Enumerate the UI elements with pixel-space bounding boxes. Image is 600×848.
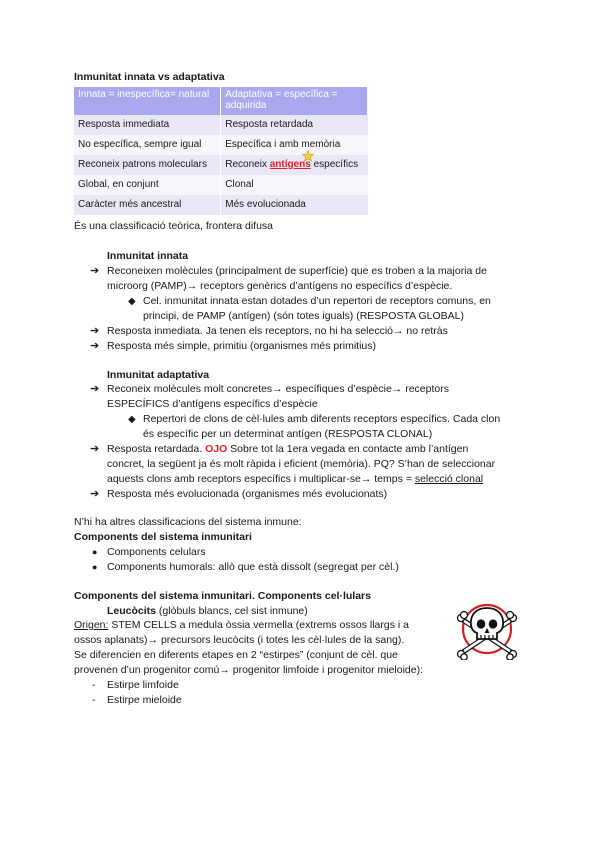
components-title: Components del sistema inmunitari	[74, 531, 252, 543]
other-classifications-intro: N’hi ha altres classificacions del sistema inmune:	[74, 516, 302, 528]
table-row	[74, 155, 368, 175]
adaptativa-item-3: Resposta més evolucionada (organismes més evolucionats)	[107, 488, 388, 500]
table-cell-antigens	[221, 155, 368, 175]
adaptativa-title: Inmunitat adaptativa	[107, 369, 210, 381]
seleccio-clonal-text: selecció clonal	[414, 473, 484, 485]
dash-bullet-icon: -	[92, 694, 96, 706]
antigens-highlight: antígens	[269, 159, 311, 170]
adaptativa-item-2-line3	[107, 472, 483, 487]
components-item-2: Components humorals: allò que està dissolt (segregat per cèl.)	[107, 561, 399, 573]
arrow-bullet-icon: ➔	[90, 443, 100, 455]
table-row	[74, 175, 368, 195]
innata-sub-line1: Cel. inmunitat innata estan dotades d’un repertori de receptors comuns, en	[143, 295, 491, 307]
innata-item-1-line2: microorg (PAMP)→ receptors genèrics d’antígens no específics d’espècie.	[107, 280, 453, 292]
table-row	[74, 135, 368, 155]
estirpe-item-2: Estirpe mieloide	[107, 694, 182, 706]
table-cell: No específica, sempre igual	[74, 135, 221, 155]
star-icon	[302, 150, 314, 162]
section-title-innata-vs-adaptativa: Inmunitat innata vs adaptativa	[74, 71, 225, 83]
adaptativa-sub-line2: és específic per un determinat antígen (RESPOSTA CLONAL)	[143, 428, 433, 440]
arrow-bullet-icon: ➔	[90, 325, 100, 337]
adaptativa-item-1-line2: ESPECÍFICS d’antígens específics d’espècie	[107, 398, 318, 410]
innata-item-3: Resposta més simple, primitiu (organismes més primitius)	[107, 340, 376, 352]
specifics-text: específics	[310, 159, 359, 170]
origen-line1	[74, 618, 409, 633]
table-cell: Resposta immediata	[74, 115, 221, 135]
adaptativa-sub-line1: Repertori de clons de cèl·lules amb diferents receptors específics. Cada clon	[143, 413, 501, 425]
adaptativa-item-2-line2: concret, la següent ja és molt ràpida i eficient (memòria). PQ? S’han de seleccionar	[107, 458, 496, 470]
retardada-text: Resposta retardada.	[107, 443, 206, 455]
arrow-bullet-icon: ➔	[90, 265, 100, 277]
table-cell: Reconeix patrons moleculars	[74, 155, 221, 175]
arrow-bullet-icon: ➔	[90, 383, 100, 395]
leucocits-label: Leucòcits	[107, 605, 157, 617]
skull-crossbones-icon	[455, 602, 519, 660]
dot-bullet-icon: ●	[92, 562, 98, 572]
leucocits-line	[107, 604, 308, 619]
origen-line2: ossos aplanats)→ precursors leucòcits (i totes les cèl·lules de la sang).	[74, 634, 405, 646]
cellular-components-title: Components del sistema inmunitari. Components cel·lulars	[74, 590, 371, 602]
ojo-label: OJO	[205, 443, 228, 455]
table-cell: Més evolucionada	[221, 195, 368, 215]
table-row	[74, 115, 368, 135]
components-item-1: Components celulars	[107, 546, 206, 558]
diamond-bullet-icon: ◆	[128, 414, 136, 425]
dash-bullet-icon: -	[92, 679, 96, 691]
adaptativa-item-1-line1: Reconeix molècules molt concretes→ específiques d’espècie→ receptors	[107, 383, 449, 395]
diamond-bullet-icon: ◆	[128, 296, 136, 307]
table-header-innata: Innata = inespecífica= natural	[74, 87, 221, 115]
arrow-bullet-icon: ➔	[90, 488, 100, 500]
clons-text: aquests clons amb receptors específics i multiplicar-se→ temps =	[107, 473, 415, 485]
table-cell: Global, en conjunt	[74, 175, 221, 195]
adaptativa-item-2-line1	[107, 442, 468, 457]
estirpes-line2: provenen d’un progenitor comú→ progenitor limfoide i progenitor mieloide):	[74, 664, 424, 676]
table-cell: Caràcter més ancestral	[74, 195, 221, 215]
origen-label: Origen:	[74, 619, 109, 631]
estirpes-line1: Se diferencien en diferents etapes en 2 “estirpes” (conjunt de cèl. que	[74, 649, 398, 661]
retardada-rest: Sobre tot la 1era vegada en contacte amb l’antígen	[227, 443, 469, 455]
comparison-table	[74, 87, 368, 215]
innata-title: Inmunitat innata	[107, 250, 189, 262]
dot-bullet-icon: ●	[92, 547, 98, 557]
table-cell: Resposta retardada	[221, 115, 368, 135]
table-cell: Específica i amb memòria	[221, 135, 368, 155]
arrow-bullet-icon: ➔	[90, 340, 100, 352]
table-header-adaptativa: Adaptativa = específica = adquirida	[221, 87, 368, 115]
innata-item-2: Resposta inmediata. Ja tenen els receptors, no hi ha selecció→ no retràs	[107, 325, 448, 337]
leucocits-desc: (glòbuls blancs, cel sist inmune)	[156, 605, 308, 617]
origen-text: STEM CELLS a medula òssia vermella (extrems ossos llargs i a	[108, 619, 409, 631]
classification-note: És una classificació teòrica, frontera difusa	[74, 220, 274, 232]
table-row	[74, 195, 368, 215]
table-cell: Clonal	[221, 175, 368, 195]
innata-item-1-line1: Reconeixen molècules (principalment de superfície) que es troben a la majoria de	[107, 265, 487, 277]
reconeix-text: Reconeix	[225, 159, 270, 170]
innata-sub-line2: principi, de PAMP (antígen) (són totes iguals) (RESPOSTA GLOBAL)	[143, 310, 464, 322]
estirpe-item-1: Estirpe limfoide	[107, 679, 179, 691]
